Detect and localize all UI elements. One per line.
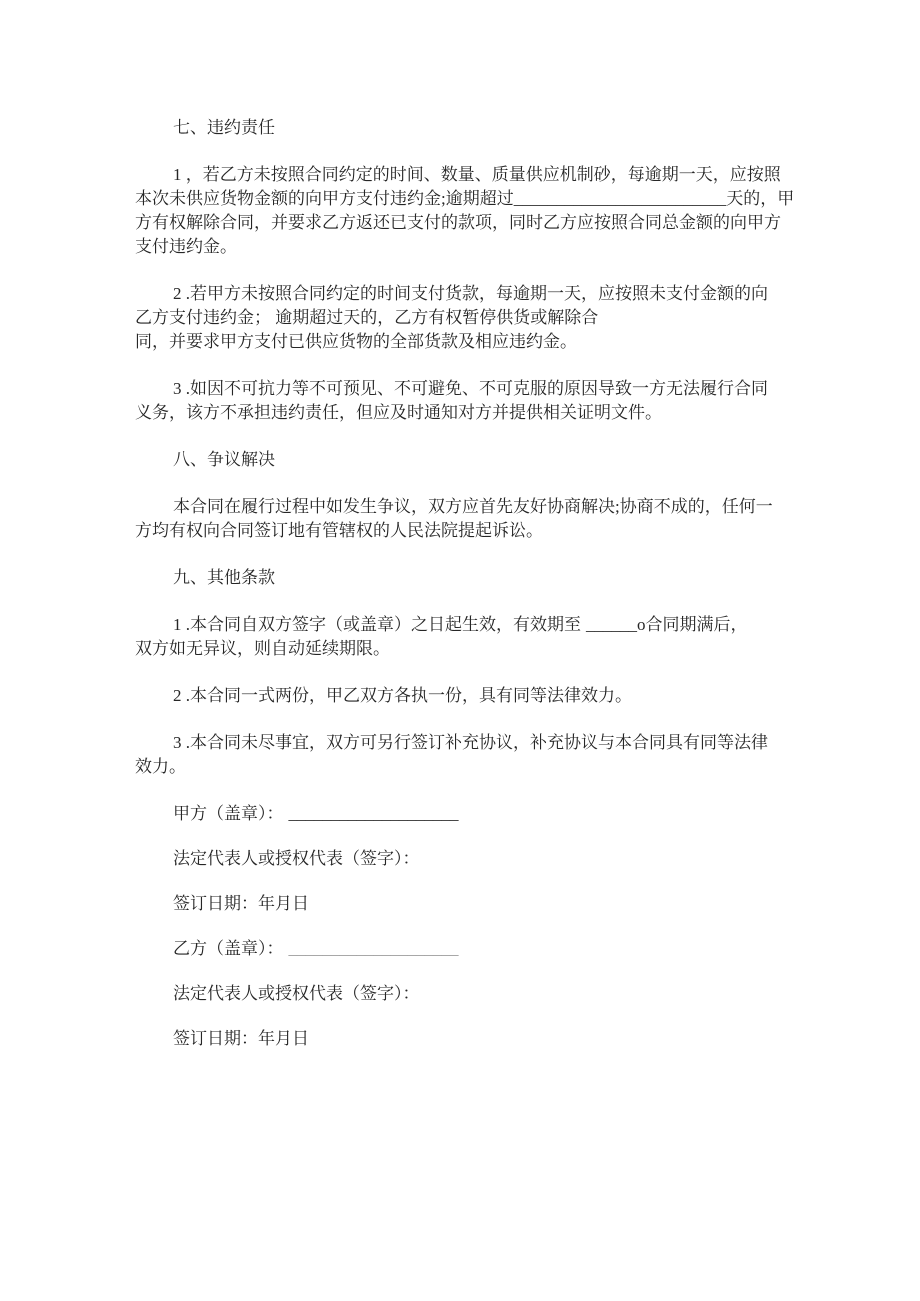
clause-line: 乙方支付违约金； 逾期超过天的，乙方有权暂停供货或解除合 (135, 308, 599, 327)
section-heading-other-clauses: 九、其他条款 (173, 568, 275, 587)
clause-line: 义务，该方不承担违约责任，但应及时通知对方并提供相关证明文件。 (135, 403, 662, 422)
clause-line: 方有权解除合同，并要求乙方返还已支付的款项，同时乙方应按照合同总金额的向甲方 (135, 213, 781, 232)
fill-in-blank-valid-until: ______ (586, 615, 637, 634)
clause-line: 本合同在履行过程中如发生争议，双方应首先友好协商解决;协商不成的，任何一 (173, 497, 773, 516)
breach-clause-3 (135, 377, 800, 425)
party-a-seal-line (135, 802, 800, 826)
clause-line (135, 187, 800, 211)
clause-text: 1 .本合同自双方签字（或盖章）之日起生效，有效期至 (173, 615, 581, 634)
misc-clause-1 (135, 613, 800, 661)
clause-line: 同，并要求甲方支付已供应货物的全部货款及相应违约金。 (135, 332, 577, 351)
clause-line: 3 .如因不可抗力等不可预见、不可避免、不可克服的原因导致一方无法履行合同 (173, 379, 768, 398)
clause-line: 支付违约金。 (135, 237, 237, 256)
clause-text: o合同期满后， (637, 615, 748, 634)
clause-text: 天的，甲 (726, 189, 795, 208)
party-a-signing-date-line: 签订日期：年月日 (173, 894, 309, 913)
clause-line: 2 .若甲方未按照合同约定的时间支付货款，每逾期一天，应按照未支付金额的向 (173, 284, 768, 303)
party-b-representative-line: 法定代表人或授权代表（签字）： (173, 984, 420, 1003)
clause-line: 3 .本合同未尽事宜，双方可另行签订补充协议，补充协议与本合同具有同等法律 (173, 733, 768, 752)
misc-clause-2: 2 .本合同一式两份，甲乙双方各执一份，具有同等法律效力。 (173, 686, 632, 705)
party-a-seal-label: 甲方（盖章）： (173, 804, 284, 823)
party-b-signing-date-line: 签订日期：年月日 (173, 1029, 309, 1048)
clause-line: 双方如无异议，则自动延续期限。 (135, 639, 390, 658)
clause-line: 方均有权向合同签订地有管辖权的人民法院提起诉讼。 (135, 521, 543, 540)
clause-line: 效力。 (135, 757, 186, 776)
clause-line (135, 613, 800, 637)
clause-line: 1 ，若乙方未按照合同约定的时间、数量、质量供应机制砂，每逾期一天，应按照 (173, 165, 781, 184)
clause-text: 本次未供应货物金额的向甲方支付违约金;逾期超过 (135, 189, 514, 208)
dispute-clause (135, 495, 800, 543)
party-b-seal-blank: ____________________ (288, 939, 459, 958)
party-a-representative-line: 法定代表人或授权代表（签字）： (173, 849, 420, 868)
party-b-seal-line (135, 937, 800, 961)
section-heading-dispute-resolution: 八、争议解决 (173, 450, 275, 469)
party-b-seal-label: 乙方（盖章）： (173, 939, 284, 958)
section-heading-breach-liability: 七、违约责任 (173, 118, 275, 137)
fill-in-blank-overdue-days: _________________________ (513, 189, 727, 208)
breach-clause-1 (135, 163, 800, 259)
misc-clause-3 (135, 731, 800, 779)
breach-clause-2 (135, 282, 800, 354)
party-a-seal-blank: ____________________ (288, 804, 459, 823)
